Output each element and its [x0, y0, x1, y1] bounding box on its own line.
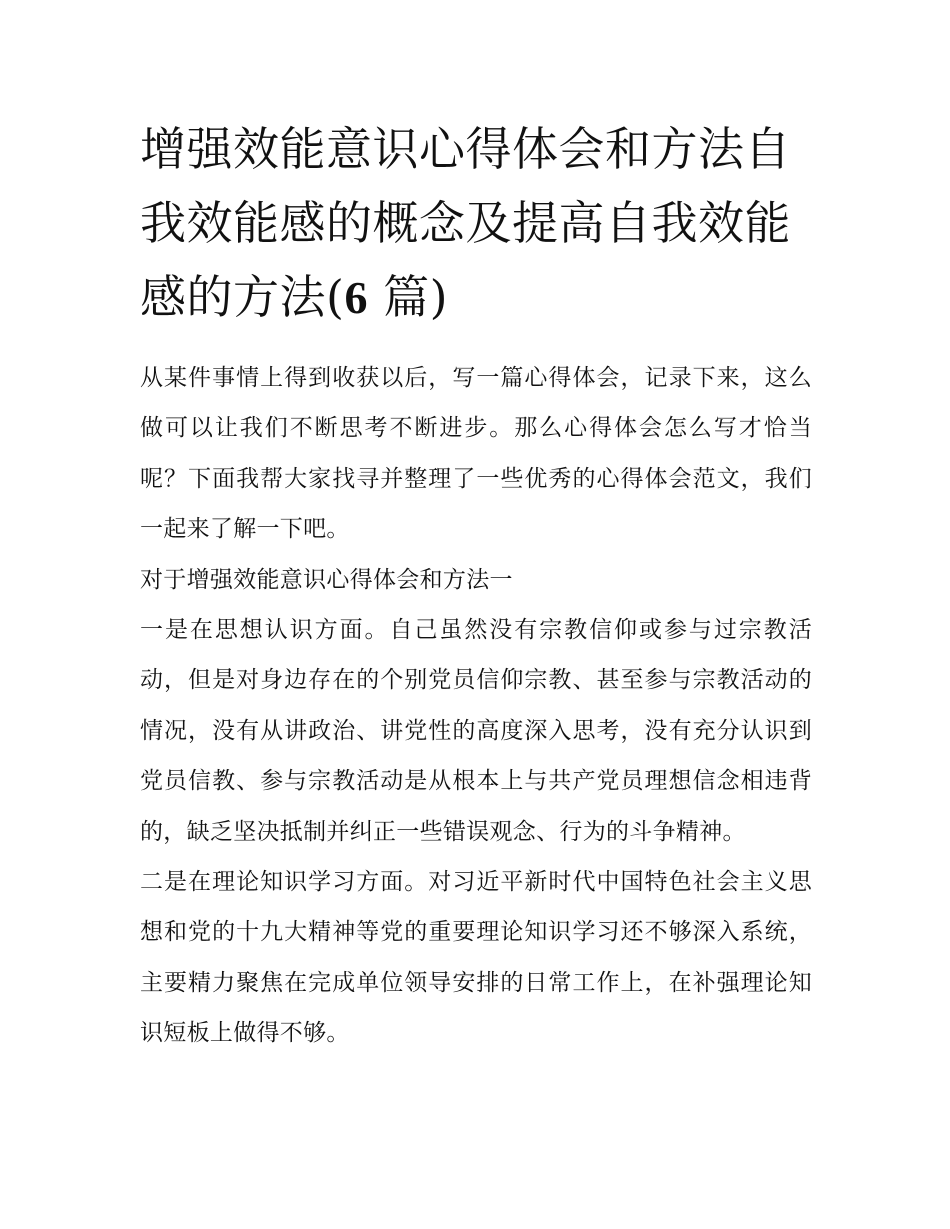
- intro-paragraph: 从某件事情上得到收获以后，写一篇心得体会，记录下来，这么做可以让我们不断思考不断进步。那么心得体会怎么写才恰当呢？下面我帮大家找寻并整理了一些优秀的心得体会范文，我们一起来了解一下吧。: [140, 365, 812, 543]
- section-heading: 对于增强效能意识心得体会和方法一: [140, 566, 513, 593]
- document-title: [140, 112, 812, 335]
- paragraph-thought: 一是在思想认识方面。自己虽然没有宗教信仰或参与过宗教活动，但是对身边存在的个别党员信仰宗教、甚至参与宗教活动的情况，没有从讲政治、讲党性的高度深入思考，没有充分认识到党员信教、参与宗教活动是从根本上与共产党员理想信念相违背的，缺乏坚决抵制并纠正一些错误观念、行为的斗争精神。: [140, 617, 812, 845]
- title-number: 6: [344, 272, 368, 323]
- document-body: [140, 353, 812, 1059]
- document-content: [140, 112, 812, 1059]
- paragraph-theory: 二是在理论知识学习方面。对习近平新时代中国特色社会主义思想和党的十九大精神等党的重要理论知识学习还不够深入系统，主要精力聚焦在完成单位领导安排的日常工作上，在补强理论知识短板上做得不够。: [140, 869, 812, 1047]
- title-text-part1: 增强效能意识心得体会和方法自我效能感的概念及提高自我效能感的方法(: [140, 122, 791, 324]
- title-text-part2: 篇): [367, 270, 449, 324]
